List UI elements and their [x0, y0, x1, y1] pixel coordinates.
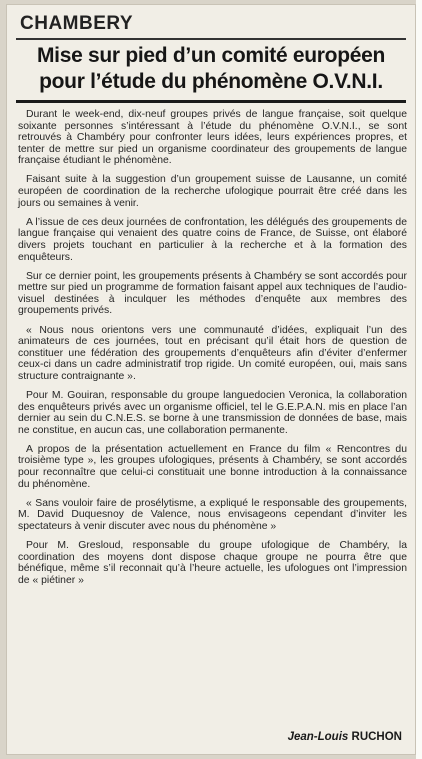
byline-last-name: RUCHON: [351, 731, 402, 743]
paragraph: « Nous nous orientons vers une communauté d’idées, expliquait l’un des animateurs de ces journées, tout en précisant qu’il était hors de question de constituer une fédération des groupements d’enquêteurs afin d’éviter d’enfermer ceux-ci dans un cadre administratif trop rigide. Un comité européen, oui, mais sans structure contraignante ».: [18, 324, 407, 382]
headline-line-2: pour l’étude du phénomène O.V.N.I.: [39, 70, 383, 93]
paragraph: A propos de la présentation actuellement en France du film « Rencontres du troisième type », les groupes ufologiques, présents à Chambéry, se sont accordés pour reconnaître que celui-ci constituait une bonne introduction à la connaissance du phénomène.: [18, 443, 407, 490]
paragraph: A l’issue de ces deux journées de confrontation, les délégués des groupements de langue française qui venaient des quatre coins de France, de Suisse, ont élaboré divers projets touchant en particulier à la recherche et à la formation des enquêteurs.: [18, 216, 407, 263]
paragraph: Pour M. Gouiran, responsable du groupe languedocien Veronica, la collaboration des enquêteurs privés avec un organisme officiel, tel le G.E.P.A.N. mis en place l’an dernier au sein du C.N.E.S. se borne à une transmission de données de base, mais ne constitue, en aucun cas, une collaboration permanente.: [18, 389, 407, 436]
headline: [16, 43, 406, 95]
paragraph: Faisant suite à la suggestion d’un groupement suisse de Lausanne, un comité européen de coordination de la recherche ufologique pourrait être créé dans les jours ou semaines à venir.: [18, 174, 407, 209]
headline-line-1: Mise sur pied d’un comité européen: [36, 44, 386, 67]
headline-divider: [16, 100, 406, 103]
section-label: CHAMBERY: [20, 13, 134, 34]
byline: [288, 731, 402, 743]
article-body: [18, 109, 407, 594]
byline-first-name: Jean-Louis: [287, 731, 349, 743]
page-edge: [416, 0, 422, 759]
newspaper-clipping: [6, 4, 416, 755]
paragraph: Pour M. Gresloud, responsable du groupe ufologique de Chambéry, la coordination des moyens dont dispose chaque groupe ne pourra être que bénéfique, même s’il reconnait qu’à l’heure actuelle, les ufologues ont l’impression de « piétiner »: [18, 540, 407, 586]
paragraph: Durant le week-end, dix-neuf groupes privés de langue française, soit quelque soixante personnes s’intéressant à l’étude du phénomène O.V.N.I., se sont retrouvés à Chambéry pour confronter leurs idées, leurs expériences propres, et tenter de mettre sur pied un organisme coordinateur des groupements de langue française étudiant le phénomène.: [18, 109, 407, 167]
paragraph: Sur ce dernier point, les groupements présents à Chambéry se sont accordés pour mettre sur pied un programme de formation faisant appel aux techniques de l’audio-visuel destinées à inculquer les méthodes d’enquête aux membres des groupements privés.: [18, 270, 407, 317]
paragraph: « Sans vouloir faire de prosélytisme, a expliqué le responsable des groupements, M. David Duquesnoy de Valence, nous envisageons cependant d’inviter les spectateurs à venir discuter avec nous du phénomène »: [18, 497, 407, 532]
section-divider: [16, 38, 406, 40]
